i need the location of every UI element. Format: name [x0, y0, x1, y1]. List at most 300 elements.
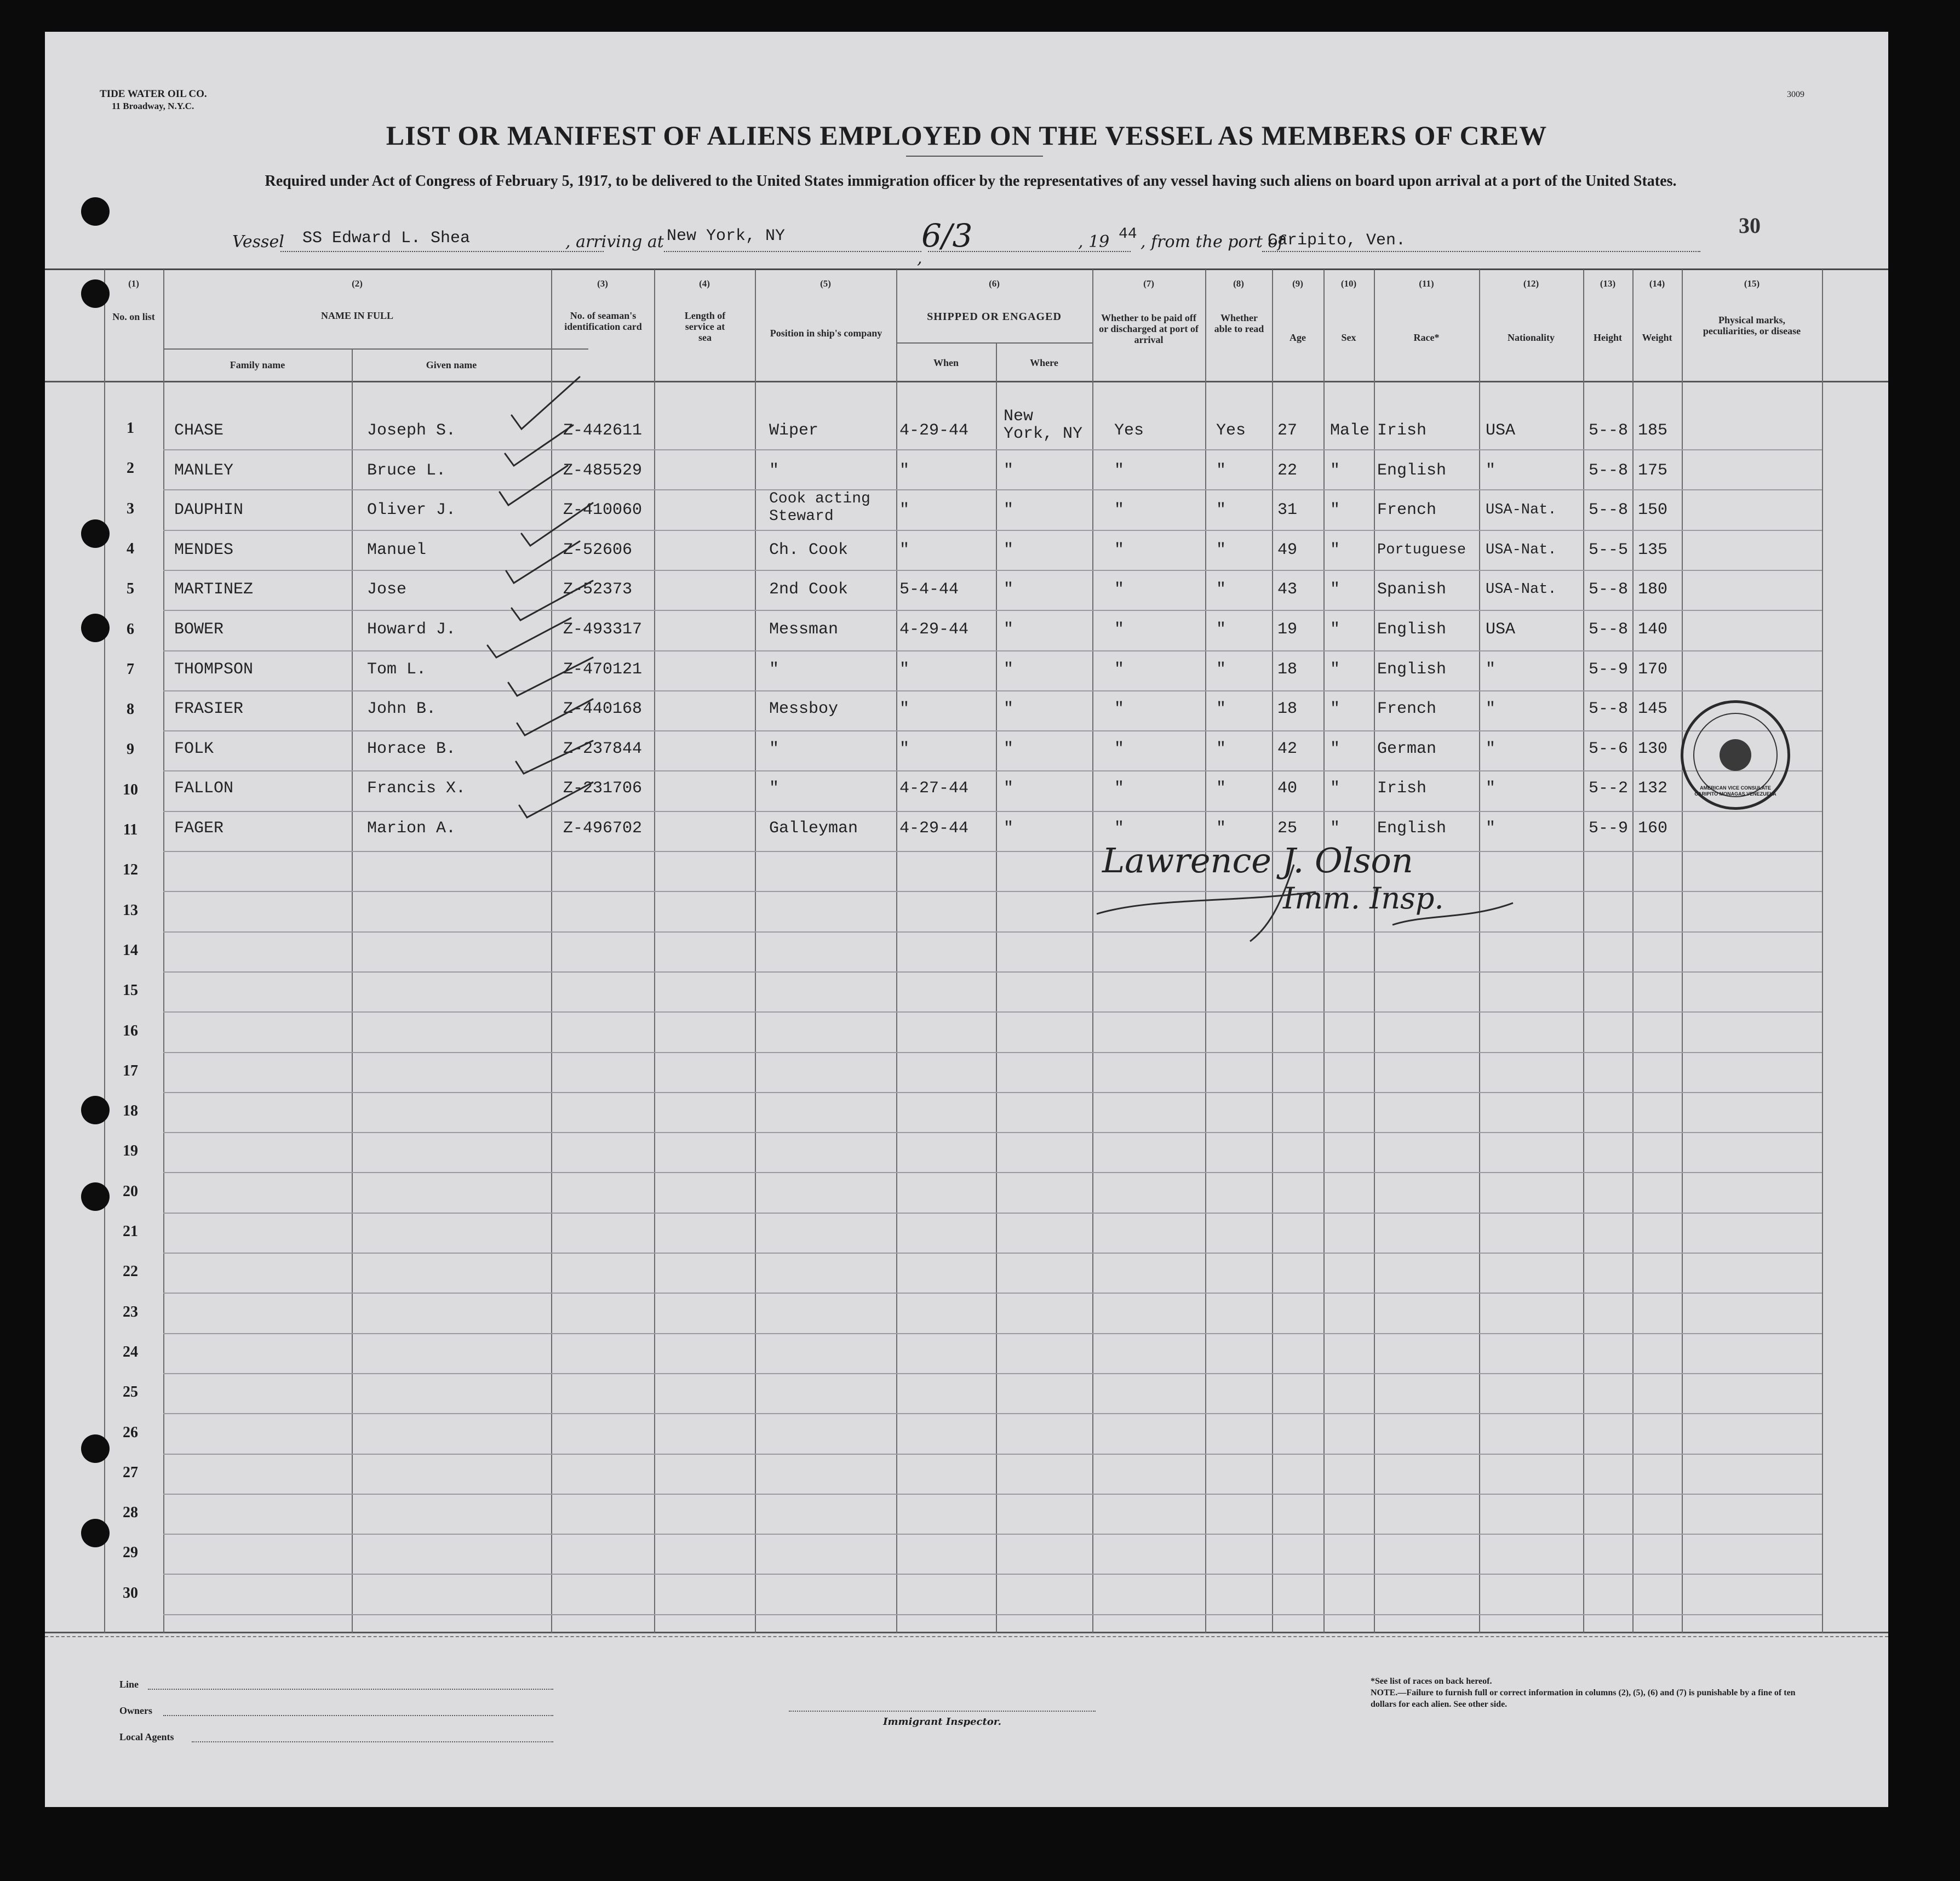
race: English [1377, 461, 1447, 480]
weight: 132 [1638, 779, 1668, 798]
check-mark [508, 658, 593, 696]
row-number: 20 [123, 1182, 138, 1200]
position: Ch. Cook [769, 540, 849, 559]
shipped-where: " [1004, 580, 1014, 599]
paid-off: " [1114, 660, 1125, 679]
age: 43 [1277, 580, 1298, 599]
shipped-when: 4-27-44 [899, 779, 969, 798]
col-header-service: Length of service at sea [684, 310, 726, 343]
race: Irish [1377, 779, 1427, 798]
row-rule [163, 1454, 1822, 1455]
weight: 140 [1638, 620, 1668, 639]
row-number: 8 [127, 701, 134, 718]
nationality: " [1486, 700, 1496, 719]
family-name: FOLK [174, 739, 214, 758]
penalty-note: NOTE.—Failure to furnish full or correct information in columns (2), (5), (6) and (7) is punishable by a fine of ten dollars for each alien. See other side. [1371, 1688, 1796, 1709]
family-name: THOMPSON [174, 660, 254, 679]
row-number: 11 [123, 821, 138, 838]
row-number: 23 [123, 1303, 138, 1320]
col-line [996, 344, 997, 1633]
sex: " [1330, 501, 1340, 520]
sex: " [1330, 739, 1340, 758]
shipped-where: New York, NY [1004, 407, 1083, 443]
col-line [896, 270, 897, 1633]
col-num: (11) [1419, 278, 1434, 289]
sex: " [1330, 779, 1340, 798]
col-num: (9) [1292, 278, 1303, 289]
col-line [1632, 270, 1634, 1633]
row-number: 2 [127, 460, 134, 477]
paid-off: " [1114, 501, 1125, 520]
race: Spanish [1377, 580, 1447, 599]
age: 27 [1277, 421, 1298, 440]
row-number: 12 [123, 861, 138, 879]
row-number: 18 [123, 1102, 138, 1120]
col-num: (3) [597, 278, 608, 289]
height: 5--6 [1589, 739, 1629, 758]
row-rule [163, 1092, 1822, 1093]
weight: 135 [1638, 540, 1668, 559]
col-num: (14) [1649, 278, 1665, 289]
col-header-sex: Sex [1341, 332, 1356, 343]
shipped-where: " [1004, 461, 1014, 480]
given-name: Manuel [367, 540, 427, 559]
col-header-where: Where [1030, 357, 1058, 368]
position: " [769, 779, 780, 798]
paid-off: " [1114, 620, 1125, 639]
given-name: Marion A. [367, 819, 456, 838]
row-number: 13 [123, 901, 138, 919]
weight: 145 [1638, 700, 1668, 719]
port-underline [1262, 251, 1700, 252]
col-header-nationality: Nationality [1507, 332, 1555, 343]
shipped-when: " [899, 461, 910, 480]
family-name: FAGER [174, 819, 224, 838]
weight: 130 [1638, 739, 1668, 758]
row-rule [163, 1373, 1822, 1374]
check-mark [506, 541, 580, 583]
letterhead-company: TIDE WATER OIL CO. [100, 88, 207, 100]
footer-owners-label: Owners [119, 1705, 152, 1716]
sex: " [1330, 540, 1340, 559]
able-to-read: " [1216, 501, 1227, 520]
col-line [1822, 270, 1823, 1633]
punch-hole [81, 1519, 110, 1547]
punch-hole [81, 1434, 110, 1463]
row-number: 3 [127, 500, 134, 517]
sex: " [1330, 700, 1340, 719]
check-mark [521, 503, 593, 546]
shipped-when: 4-29-44 [899, 421, 969, 440]
col-header-given: Given name [426, 359, 477, 370]
race: Portuguese [1377, 541, 1466, 558]
id-card-number: Z-485529 [563, 461, 643, 480]
row-rule [163, 1253, 1822, 1254]
able-to-read: " [1216, 779, 1227, 798]
position: 2nd Cook [769, 580, 849, 599]
age: 18 [1277, 700, 1298, 719]
stamp-text: AMERICAN VICE CONSULATE CARIPITO MONAGAS VENEZUELA [1694, 785, 1776, 797]
family-name: FALLON [174, 779, 234, 798]
col-header-when: When [933, 357, 959, 368]
paid-off: " [1114, 540, 1125, 559]
height: 5--9 [1589, 660, 1629, 679]
race: French [1377, 700, 1437, 719]
age: 19 [1277, 620, 1298, 639]
col-line [1682, 270, 1683, 1633]
race: English [1377, 819, 1447, 838]
row-rule [163, 1172, 1822, 1173]
check-mark [519, 782, 593, 817]
row-number: 29 [123, 1544, 138, 1562]
shipped-where: " [1004, 779, 1014, 798]
row-rule [163, 1333, 1822, 1334]
row-number: 7 [127, 660, 134, 678]
weight: 150 [1638, 501, 1668, 520]
shipped-when: " [899, 501, 910, 520]
position: Galleyman [769, 819, 858, 838]
given-name: Jose [367, 580, 407, 599]
shipped-subheader-rule [896, 342, 1092, 344]
arriving-port: New York, NY [667, 227, 786, 245]
paid-off: " [1114, 819, 1125, 838]
footer-notes [1371, 1676, 1820, 1710]
given-name: Tom L. [367, 660, 427, 679]
shipped-when: " [899, 540, 910, 559]
col-num: (6) [989, 278, 1000, 289]
age: 49 [1277, 540, 1298, 559]
page-number: 30 [1739, 213, 1761, 238]
able-to-read: " [1216, 540, 1227, 559]
row-number: 9 [127, 741, 134, 758]
paid-off: Yes [1114, 421, 1144, 440]
row-number: 25 [123, 1383, 138, 1401]
row-rule [163, 1052, 1822, 1053]
date-comma: , [917, 249, 922, 268]
shipped-when: " [899, 739, 910, 758]
id-card-number: Z-52373 [563, 580, 633, 599]
departure-port: Caripito, Ven. [1268, 231, 1406, 250]
punch-hole [81, 614, 110, 642]
height: 5--2 [1589, 779, 1629, 798]
arrival-date: 6/3 [921, 217, 973, 254]
age: 22 [1277, 461, 1298, 480]
position: Messboy [769, 700, 839, 719]
paid-off: " [1114, 779, 1125, 798]
row-rule [163, 1614, 1822, 1615]
check-mark [516, 741, 593, 774]
check-marks [45, 32, 702, 887]
race: French [1377, 501, 1437, 520]
family-name: CHASE [174, 421, 224, 440]
able-to-read: " [1216, 580, 1227, 599]
col-header-height: Height [1594, 332, 1622, 343]
row-number: 22 [123, 1263, 138, 1280]
punch-hole [81, 1182, 110, 1211]
row-number: 6 [127, 620, 134, 638]
row-rule [163, 1413, 1822, 1414]
footer-agents-field [192, 1741, 553, 1742]
row-rule [163, 1132, 1822, 1133]
family-name: MENDES [174, 540, 234, 559]
shipped-where: " [1004, 700, 1014, 719]
able-to-read: " [1216, 700, 1227, 719]
nationality: USA [1486, 620, 1516, 639]
id-card-number: Z-442611 [563, 421, 643, 440]
col-num: (10) [1340, 278, 1357, 289]
nationality: USA-Nat. [1486, 581, 1557, 598]
check-mark [505, 425, 573, 466]
family-name: BOWER [174, 620, 224, 639]
age: 40 [1277, 779, 1298, 798]
position: Messman [769, 620, 839, 639]
weight: 170 [1638, 660, 1668, 679]
col-header-paid-off: Whether to be paid off or discharged at port of arrival [1099, 312, 1199, 345]
check-mark [517, 699, 593, 735]
row-rule [163, 1494, 1822, 1495]
paid-off: " [1114, 580, 1125, 599]
age: 42 [1277, 739, 1298, 758]
row-number: 24 [123, 1343, 138, 1360]
punch-hole [81, 197, 110, 226]
col-header-family: Family name [230, 359, 285, 370]
sex: " [1330, 819, 1340, 838]
sex: " [1330, 580, 1340, 599]
row-number: 10 [123, 781, 138, 798]
paid-off: " [1114, 461, 1125, 480]
row-number: 28 [123, 1504, 138, 1522]
footer-owners-field [163, 1715, 553, 1716]
col-num: (5) [820, 278, 831, 289]
nationality: " [1486, 819, 1496, 838]
height: 5--9 [1589, 819, 1629, 838]
shipped-when: 5-4-44 [899, 580, 959, 599]
race: English [1377, 620, 1447, 639]
paid-off: " [1114, 739, 1125, 758]
col-header-name: NAME IN FULL [320, 310, 393, 321]
id-card-number: Z-493317 [563, 620, 643, 639]
col-line [1583, 270, 1584, 1633]
row-rule [163, 1574, 1822, 1575]
col-line [755, 270, 756, 1633]
id-card-number: Z-410060 [563, 501, 643, 520]
nationality: " [1486, 461, 1496, 480]
row-number: 30 [123, 1584, 138, 1602]
title-rule [906, 156, 1043, 157]
row-number: 26 [123, 1423, 138, 1441]
sex: " [1330, 620, 1340, 639]
row-rule [163, 1293, 1822, 1294]
col-num: (2) [352, 278, 363, 289]
family-name: MANLEY [174, 461, 234, 480]
position: " [769, 660, 780, 679]
position: Wiper [769, 421, 819, 440]
height: 5--8 [1589, 580, 1629, 599]
able-to-read: Yes [1216, 421, 1246, 440]
footer-agents-label: Local Agents [119, 1731, 174, 1742]
position: " [769, 461, 780, 480]
shipped-when: " [899, 700, 910, 719]
inspector-signature: Lawrence J. Olson [1102, 841, 1413, 881]
height: 5--8 [1589, 620, 1629, 639]
paid-off: " [1114, 700, 1125, 719]
eagle-seal-icon [1720, 739, 1751, 771]
subtitle: Required under Act of Congress of February 5, 1917, to be delivered to the United States immigration officer by the representatives of any vessel having such aliens on board upon arrival at a port of the United States. [265, 173, 1677, 190]
nationality: " [1486, 779, 1496, 798]
inspector-title: Imm. Insp. [1283, 881, 1444, 916]
check-mark [488, 618, 571, 658]
row-number: 27 [123, 1463, 138, 1481]
position: Cook acting Steward [769, 490, 870, 525]
vessel-name: SS Edward L. Shea [302, 229, 471, 248]
col-header-no: No. on list [112, 311, 155, 322]
able-to-read: " [1216, 660, 1227, 679]
nationality: USA-Nat. [1486, 502, 1557, 519]
id-card-number: Z-231706 [563, 779, 643, 798]
given-name: Howard J. [367, 620, 456, 639]
col-header-position: Position in ship's company [770, 328, 882, 339]
col-num: (15) [1744, 278, 1760, 289]
height: 5--8 [1589, 421, 1629, 440]
vessel-label: Vessel [232, 232, 284, 251]
weight: 185 [1638, 421, 1668, 440]
col-header-shipped: SHIPPED OR ENGAGED [927, 311, 1062, 323]
year-prefix: , 19 [1078, 232, 1110, 251]
col-num: (8) [1233, 278, 1244, 289]
row-number: 4 [127, 540, 134, 557]
arriving-underline [664, 251, 921, 252]
row-rule [163, 971, 1822, 973]
col-header-card: No. of seaman's identification card [564, 310, 642, 332]
arrival-year: 44 [1119, 226, 1137, 243]
footer-line-label: Line [119, 1679, 139, 1690]
check-mark [512, 377, 580, 429]
col-num: (12) [1523, 278, 1539, 289]
from-label: , from the port of [1141, 232, 1284, 251]
col-header-age: Age [1290, 332, 1306, 343]
races-note: *See list of races on back hereof. [1371, 1677, 1492, 1686]
row-number: 1 [127, 420, 134, 437]
row-rule [163, 1011, 1822, 1013]
shipped-where: " [1004, 739, 1014, 758]
family-name: DAUPHIN [174, 501, 244, 520]
id-card-number: Z-496702 [563, 819, 643, 838]
table-bottom-dash [45, 1636, 1888, 1637]
family-name: FRASIER [174, 700, 244, 719]
page-title: LIST OR MANIFEST OF ALIENS EMPLOYED ON THE VESSEL AS MEMBERS OF CREW [386, 120, 1548, 151]
check-mark [500, 466, 568, 505]
col-header-race: Race* [1413, 332, 1440, 343]
race: Irish [1377, 421, 1427, 440]
height: 5--8 [1589, 700, 1629, 719]
shipped-when: 4-29-44 [899, 819, 969, 838]
weight: 175 [1638, 461, 1668, 480]
col-header-marks: Physical marks, peculiarities, or disease [1703, 315, 1801, 336]
table-bottom-rule [45, 1632, 1888, 1633]
nationality: USA-Nat. [1486, 541, 1557, 558]
row-number: 21 [123, 1223, 138, 1240]
id-card-number: Z-52606 [563, 540, 633, 559]
given-name: John B. [367, 700, 437, 719]
nationality: USA [1486, 421, 1516, 440]
arriving-label: , arriving at [565, 232, 664, 251]
nationality: " [1486, 660, 1496, 679]
given-name: Francis X. [367, 779, 466, 798]
able-to-read: " [1216, 461, 1227, 480]
shipped-when: 4-29-44 [899, 620, 969, 639]
shipped-where: " [1004, 660, 1014, 679]
age: 31 [1277, 501, 1298, 520]
sex: " [1330, 461, 1340, 480]
col-num: (1) [128, 278, 139, 289]
age: 18 [1277, 660, 1298, 679]
row-number: 17 [123, 1062, 138, 1079]
col-header-weight: Weight [1642, 332, 1672, 343]
given-name: Bruce L. [367, 461, 446, 480]
row-number: 19 [123, 1142, 138, 1160]
inspector-label: Immigrant Inspector. [883, 1716, 1001, 1728]
id-card-number: Z-440168 [563, 700, 643, 719]
row-rule [163, 1534, 1822, 1535]
nationality: " [1486, 739, 1496, 758]
footer-line-field [148, 1689, 553, 1690]
able-to-read: " [1216, 620, 1227, 639]
punch-hole [81, 1096, 110, 1124]
shipped-where: " [1004, 501, 1014, 520]
age: 25 [1277, 819, 1298, 838]
col-num: (7) [1143, 278, 1154, 289]
id-card-number: Z-470121 [563, 660, 643, 679]
punch-hole [81, 519, 110, 548]
weight: 160 [1638, 819, 1668, 838]
height: 5--8 [1589, 501, 1629, 520]
weight: 180 [1638, 580, 1668, 599]
given-name: Joseph S. [367, 421, 456, 440]
punch-hole [81, 279, 110, 308]
page-code: 3009 [1787, 90, 1804, 99]
able-to-read: " [1216, 739, 1227, 758]
able-to-read: " [1216, 819, 1227, 838]
given-name: Oliver J. [367, 501, 456, 520]
letterhead-address: 11 Broadway, N.Y.C. [112, 101, 194, 111]
shipped-where: " [1004, 620, 1014, 639]
sex: Male [1330, 421, 1370, 440]
race: German [1377, 739, 1437, 758]
family-name: MARTINEZ [174, 580, 254, 599]
shipped-where: " [1004, 540, 1014, 559]
sex: " [1330, 660, 1340, 679]
row-number: 14 [123, 941, 138, 959]
position: " [769, 739, 780, 758]
inspector-field [789, 1711, 1096, 1712]
shipped-when: " [899, 660, 910, 679]
col-num: (13) [1600, 278, 1616, 289]
given-name: Horace B. [367, 739, 456, 758]
shipped-where: " [1004, 819, 1014, 838]
height: 5--5 [1589, 540, 1629, 559]
consulate-stamp [1681, 700, 1790, 810]
row-number: 5 [127, 580, 134, 598]
row-rule [163, 1213, 1822, 1214]
row-number: 15 [123, 982, 138, 999]
row-number: 16 [123, 1022, 138, 1039]
race: English [1377, 660, 1447, 679]
height: 5--8 [1589, 461, 1629, 480]
check-mark [512, 581, 593, 620]
id-card-number: Z-237844 [563, 739, 643, 758]
col-header-read: Whether able to read [1214, 312, 1264, 334]
manifest-sheet [45, 32, 1888, 1807]
